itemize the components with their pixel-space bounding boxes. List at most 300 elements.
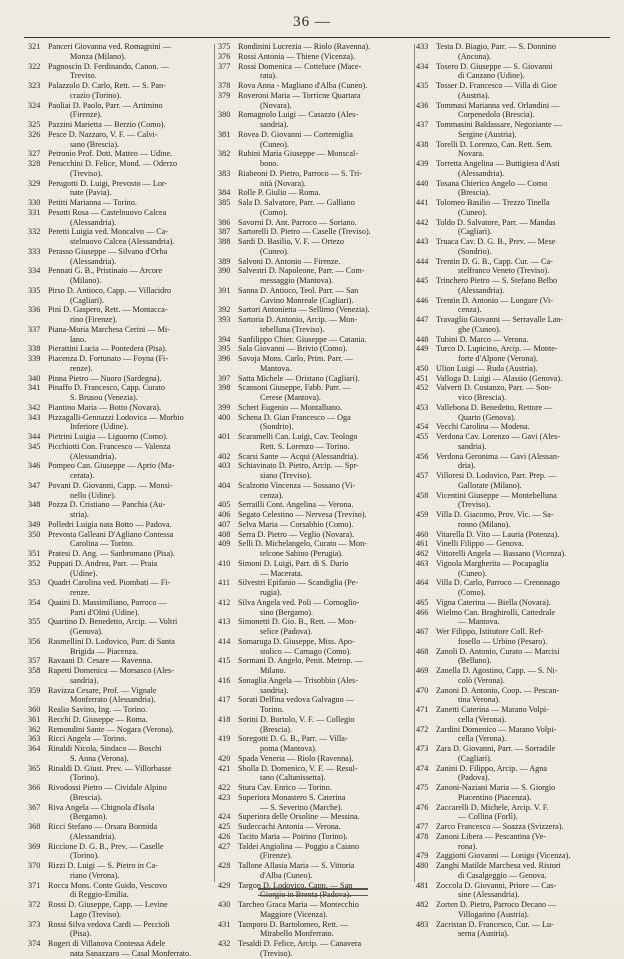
entry-number: 475: [416, 783, 429, 792]
entry-number: 454: [416, 422, 429, 432]
list-item: [28, 666, 208, 686]
entry-number: 450: [416, 363, 429, 373]
list-item: [218, 432, 414, 452]
entry-text: (Treviso).: [458, 500, 491, 510]
entry-number: 391: [218, 285, 231, 295]
entry-text: Tamporo D. Bartolomeo, Rett. —: [238, 919, 349, 929]
entry-text: renze.: [70, 588, 90, 597]
entry-text: (Novara).: [260, 100, 292, 110]
entry-number: 389: [218, 256, 231, 266]
list-item: [416, 237, 610, 257]
entry-number: 463: [416, 558, 429, 568]
entry-text: Taldei Angiolina — Poggio a Caiano: [238, 841, 360, 851]
list-item: [28, 208, 208, 228]
entry-number: 439: [416, 159, 429, 168]
entry-text: Wielmo Can. Braghirolli, Cattedrale: [436, 607, 556, 617]
list-item: [218, 481, 414, 501]
entry-number: 364: [28, 744, 41, 753]
entry-number: 366: [28, 783, 41, 792]
entry-number: 352: [28, 558, 41, 568]
entry-number: 338: [28, 344, 41, 354]
list-item: [416, 491, 610, 511]
list-item: [218, 842, 414, 862]
list-item: [218, 335, 414, 345]
entry-text: Petitti Marianna — Torino.: [48, 198, 137, 207]
entry-number: 397: [218, 373, 231, 383]
list-item: [416, 179, 610, 199]
entry-number: 476: [416, 802, 429, 812]
entry-text: Vignola Margherita — Pocapaglia: [436, 558, 549, 568]
entry-text: tina Verona).: [458, 695, 501, 705]
entry-number: 466: [416, 607, 429, 617]
entry-text: dria).: [458, 461, 476, 471]
entry-text: Rossi Silva vedova Cardi — Peccioli: [48, 919, 170, 929]
entry-number: 346: [28, 461, 41, 471]
entry-text: telcone Sabino (Perugia).: [260, 549, 343, 558]
entry-text: Mirabello Monferrato.: [260, 929, 334, 939]
list-item: [28, 442, 208, 462]
entry-text: Silvestri Epifanio — Scandiglia (Pe-: [238, 578, 359, 588]
entry-text: Zaccarelli D. Michele, Arcip. V. F.: [436, 802, 549, 812]
entry-text: Rossi D. Giuseppe, Capp. — Levine: [48, 900, 168, 909]
entry-text: Rossi Domenica — Cotteluce (Mace-: [238, 61, 362, 71]
list-item: [28, 637, 208, 657]
list-item: [218, 500, 414, 510]
entry-text: Testa D. Biagio, Parr. — S. Donnino: [436, 42, 556, 51]
list-item: [28, 578, 208, 598]
list-item: [416, 744, 610, 764]
entry-text: Pinna Pietro — Nuoro (Sardegna).: [48, 373, 162, 383]
list-item: [218, 734, 414, 754]
entry-number: 422: [218, 783, 231, 792]
list-item: [28, 403, 208, 413]
entry-text: Povani D. Giovanni, Capp. — Monsi-: [48, 480, 173, 490]
entry-text: Toldo D. Salvatore, Parr. — Mandas: [436, 217, 556, 227]
list-item: [28, 81, 208, 101]
entry-text: Roveroni Maria — Torricne Quartara: [238, 90, 361, 100]
entry-text: fosello — Urbino (Pesaro).: [458, 636, 548, 646]
entry-number: 447: [416, 315, 429, 324]
entry-number: 406: [218, 510, 231, 519]
entry-number: 416: [218, 675, 231, 685]
entry-number: 434: [416, 61, 429, 71]
entry-text: Novara.: [458, 149, 485, 159]
list-item: [218, 754, 414, 764]
entry-text: (Brescia).: [70, 792, 103, 802]
entry-text: Tesaldi D. Felice, Arcip. — Canavera: [238, 939, 362, 948]
entry-number: 370: [28, 861, 41, 870]
entry-number: 393: [218, 315, 231, 324]
entry-number: 340: [28, 373, 41, 383]
list-item: [28, 325, 208, 345]
list-item: [28, 559, 208, 579]
entry-text: Riva Angela — Chignola d'Isola: [48, 802, 155, 812]
entry-text: Sartoria D. Antonio, Arcip. — Mon-: [238, 315, 358, 324]
list-item: [218, 715, 414, 735]
list-item: [28, 354, 208, 374]
list-item: [28, 481, 208, 501]
list-item: [416, 432, 610, 452]
list-item: [218, 81, 414, 91]
entry-text: Ricci Stefano — Orsara Bormida: [48, 822, 158, 831]
entry-text: Satta Michele — Oristano (Cagliari).: [238, 373, 360, 383]
list-item: [416, 315, 610, 335]
list-item: [416, 764, 610, 784]
list-item: [28, 286, 208, 306]
entry-number: 339: [28, 354, 41, 363]
entry-text: Sardi D. Basilio, V. F. — Ortezo: [238, 237, 344, 246]
list-item: [218, 695, 414, 715]
list-item: [28, 374, 208, 384]
entry-number: 428: [218, 861, 231, 870]
entry-text: Piacenza D. Fortunato — Foyna (Fi-: [48, 354, 169, 363]
list-item: [218, 344, 414, 354]
list-item: [218, 539, 414, 559]
entry-text: Pazzini Marietta — Berzio (Como).: [48, 120, 166, 129]
entry-text: Maggiore (Vicenza).: [260, 909, 328, 919]
entry-number: 382: [218, 149, 231, 159]
entry-number: 387: [218, 227, 231, 237]
list-item: [28, 598, 208, 618]
entry-number: 483: [416, 919, 429, 929]
entry-text: Inferiore (Udine).: [70, 422, 129, 432]
list-item: [416, 218, 610, 238]
entry-number: 384: [218, 188, 231, 198]
entry-number: 430: [218, 900, 231, 909]
list-item: [28, 159, 208, 179]
list-item: [218, 920, 414, 940]
entry-number: 398: [218, 383, 231, 393]
entry-text: Tosana Chierico Angelo — Como: [436, 178, 548, 188]
entry-text: Ulion Luigi — Ruda (Austria).: [436, 363, 538, 373]
entry-text: renze).: [70, 363, 93, 373]
entry-number: 394: [218, 334, 231, 344]
list-item: [28, 120, 208, 130]
entry-text: d'Alba (Cuneo).: [260, 870, 313, 880]
entry-text: Villoresi D. Lodovico, Parr. Prep. —: [436, 471, 557, 480]
entry-number: 395: [218, 344, 231, 354]
list-item: [28, 656, 208, 666]
entry-number: 371: [28, 880, 41, 890]
entry-text: Tubini D. Marco — Verona.: [436, 334, 529, 344]
entry-text: Tolomeo Basilio — Trezzo Tinella: [436, 198, 550, 207]
entry-text: (Torino).: [70, 773, 100, 783]
entry-text: Torino.: [260, 705, 284, 714]
entry-text: Realio Savino, Ing. — Torino.: [48, 705, 148, 714]
entry-text: Travaglio Giovanni — Serravalle Lan-: [436, 315, 564, 324]
entry-text: Vitarella D. Vito — Lauria (Potenza).: [436, 529, 560, 539]
entry-text: cenza).: [458, 305, 482, 315]
entry-number: 449: [416, 344, 429, 354]
list-item: [416, 783, 610, 803]
entry-number: 379: [218, 90, 231, 100]
entry-text: Zacristan D. Francesco, Cur. — Lu-: [436, 919, 554, 929]
entry-number: 388: [218, 237, 231, 246]
entry-text: rona).: [458, 841, 478, 851]
list-item: [218, 559, 414, 579]
entry-text: Tosero D. Giuseppe — S. Giovanni: [436, 61, 553, 71]
entry-text: Rinaldi D. Giust. Prev. — Villorbasse: [48, 763, 172, 773]
entry-text: Sala D. Salvatore, Parr. — Galliano: [238, 198, 355, 207]
entry-text: Pirso D. Antioco, Capp. — Villacidro: [48, 285, 172, 295]
entry-text: Vicentini Giuseppe — Montebelluna: [436, 490, 557, 500]
entry-number: 402: [218, 451, 231, 461]
entry-number: 452: [416, 383, 429, 393]
entry-number: 375: [218, 42, 231, 51]
list-item: [218, 42, 414, 52]
entry-text: Sormani D. Angelo, Penit. Metrop. —: [238, 656, 363, 666]
list-item: [28, 881, 208, 901]
list-item: [28, 247, 208, 267]
entry-text: Quaini D. Massimiliano, Parroco —: [48, 597, 167, 607]
entry-text: Verdona Geronima — Gavi (Alessan-: [436, 451, 560, 461]
entry-number: 326: [28, 129, 41, 139]
entry-text: Cerese (Mantova).: [260, 393, 321, 402]
entry-text: Tacito Maria — Poirino (Torino).: [238, 831, 348, 841]
list-item: [218, 188, 414, 198]
entry-text: Picchiotti Con. Francesco — Valenza: [48, 441, 171, 451]
list-item: [416, 559, 610, 579]
entry-text: Rossi Antonia — Thiene (Vicenza).: [238, 51, 355, 61]
entry-text: di Casalgeggio — Genova.: [458, 870, 547, 880]
column-divider: [214, 44, 215, 882]
entry-text: (Alessandria).: [70, 256, 117, 266]
list-item: [416, 549, 610, 559]
list-item: [28, 764, 208, 784]
entry-text: Puppati D. Andrea, Parr. — Praia: [48, 558, 158, 568]
list-item: [28, 783, 208, 803]
entry-number: 355: [28, 617, 41, 627]
entry-text: stria).: [70, 510, 89, 519]
list-item: [218, 520, 414, 530]
entry-text: Schena D. Gian Francesco — Oga: [238, 412, 351, 422]
entry-number: 351: [28, 549, 41, 558]
entry-number: 353: [28, 578, 41, 588]
entry-text: Zaggiotti Giovanni — Lonigo (Vicenza).: [436, 851, 571, 861]
header-rule: [24, 37, 610, 38]
entry-text: (Genova).: [70, 627, 103, 636]
entry-number: 385: [218, 198, 231, 207]
list-item: [28, 432, 208, 442]
entry-number: 361: [28, 714, 41, 724]
entry-number: 333: [28, 246, 41, 256]
entry-text: Piantino Maria — Botto (Novara).: [48, 402, 162, 412]
entry-text: (Bergamo).: [70, 812, 108, 822]
entry-text: Romagnolo Luigi — Casazzo (Ales-: [238, 110, 359, 120]
entry-text: (Alessandria).: [458, 168, 505, 178]
list-item: [218, 461, 414, 481]
entry-text: Gallorate (Milano).: [458, 480, 522, 490]
entry-number: 441: [416, 198, 429, 207]
entry-text: Zanoni D. Antonio, Coop. — Pescan-: [436, 685, 560, 695]
entry-number: 341: [28, 383, 41, 393]
entry-number: 362: [28, 724, 41, 734]
entry-number: 481: [416, 880, 429, 890]
entry-text: (Como).: [260, 207, 288, 217]
entry-text: (Firenze).: [70, 110, 103, 120]
entry-text: sandria).: [260, 685, 289, 695]
list-item: [28, 530, 208, 550]
list-item: [218, 637, 414, 657]
list-item: [416, 101, 610, 121]
list-item: [416, 422, 610, 432]
entry-text: (Brescia).: [458, 188, 491, 198]
entry-text: tebelluna (Treviso).: [260, 324, 325, 334]
entry-text: Riabeoni D. Pietro, Parroco — S. Tri-: [238, 168, 362, 178]
entry-text: Zanoni Libera — Pescantina (Ve-: [436, 831, 547, 841]
list-item: [416, 851, 610, 861]
list-item: [28, 920, 208, 940]
list-item: [28, 520, 208, 530]
entry-text: Sala Giovanni — Brivio (Como).: [238, 344, 348, 354]
entry-text: Zardini Domenico — Marano Volpi-: [436, 724, 557, 734]
entry-number: 328: [28, 159, 41, 168]
entry-text: (Ancona).: [458, 51, 491, 61]
entry-text: Tommasini Baldassare, Negoziante —: [436, 120, 562, 129]
entry-text: Zanoli D. Antonio, Curato — Marcisi: [436, 646, 560, 656]
list-item: [28, 549, 208, 559]
entry-text: Perucchini D. Felice, Mond. — Oderzo: [48, 159, 178, 168]
entry-number: 400: [218, 412, 231, 422]
entry-number: 440: [416, 178, 429, 188]
footer-ornament: [258, 888, 368, 896]
entry-text: Scheri Eugenio — Montalbano.: [238, 402, 343, 412]
entry-text: Vecchi Carolina — Modena.: [436, 422, 530, 432]
entry-text: cella (Verona).: [458, 714, 507, 724]
entry-number: 421: [218, 763, 231, 773]
entry-text: Zanini D. Filippo, Arcip. — Agna: [436, 763, 547, 773]
entry-text: Serrailli Cont. Angelina — Verona.: [238, 500, 354, 510]
entry-text: Pesce D. Nazzaro, V. F. — Calvi-: [48, 129, 158, 139]
entry-text: Superiora delle Orsoline — Messina.: [238, 812, 360, 822]
entry-text: — Collina (Forlì).: [458, 812, 518, 822]
list-item: [218, 861, 414, 881]
entry-number: 461: [416, 539, 429, 549]
entry-number: 334: [28, 266, 41, 276]
column-2: [218, 42, 414, 959]
entry-text: Parti d'Olmi (Udine).: [70, 607, 140, 617]
entry-text: Soregotti D. G. B., Parr. — Villa-: [238, 734, 348, 744]
entry-text: forte d'Alpone (Verona).: [458, 354, 538, 363]
entry-number: 337: [28, 324, 41, 334]
list-item: [416, 803, 610, 823]
entry-text: Pozza D. Cristiano — Panchia (Au-: [48, 500, 166, 510]
list-item: [218, 656, 414, 676]
entry-text: Stura Cav. Enrico — Torino.: [238, 783, 332, 792]
entry-number: 433: [416, 42, 429, 51]
entry-text: Superiora Monastero S. Caterina: [238, 792, 346, 802]
list-item: [218, 812, 414, 822]
entry-text: Sartori Antonietta — Sellimo (Venezia).: [238, 305, 370, 315]
entry-text: Trinchero Pietro — S. Stefano Belbo: [436, 276, 558, 285]
entry-number: 377: [218, 61, 231, 71]
entry-number: 405: [218, 500, 231, 510]
entry-text: Recchi D. Giuseppe — Roma.: [48, 714, 148, 724]
entry-text: Serra D. Pietro — Veglio (Novara).: [238, 529, 355, 539]
entry-text: Salvoni D. Antonio — Firenze.: [238, 256, 341, 266]
entry-text: Zara D. Giovanni, Parr. — Sorradile: [436, 744, 556, 753]
entry-text: Scarsi Sante — Acqui (Alessandria).: [238, 451, 359, 461]
entry-text: bono.: [260, 159, 279, 168]
entry-number: 408: [218, 529, 231, 539]
entry-text: Salvestri D. Napoleone, Parr. — Com-: [238, 266, 365, 276]
entry-text: Truaca Cav. D. G. B., Prev. — Mese: [436, 237, 556, 246]
entry-text: Villa D. Carlo, Parroco — Creonnago: [436, 578, 560, 588]
entry-number: 462: [416, 549, 429, 558]
entry-text: (Como).: [458, 588, 486, 597]
entry-number: 330: [28, 198, 41, 207]
list-item: [218, 354, 414, 374]
entry-number: 343: [28, 412, 41, 422]
entry-text: sano (Brescia).: [70, 139, 120, 149]
entry-text: Villogarino (Austria).: [458, 909, 529, 919]
entry-text: Treviso.: [70, 71, 97, 81]
list-item: [416, 335, 610, 345]
entry-text: Sudeccachi Antonia — Verona.: [238, 822, 341, 831]
list-item: [28, 686, 208, 706]
entry-text: Silva Angela ved. Poli — Cornoglio-: [238, 597, 360, 607]
entry-text: nità (Novara).: [260, 178, 306, 188]
list-item: [416, 530, 610, 540]
list-item: [28, 413, 208, 433]
entry-text: Valverti D. Costanzo, Parr. — Son-: [436, 383, 552, 393]
entry-text: (Sondrio).: [260, 422, 294, 432]
list-item: [28, 130, 208, 150]
list-item: [28, 198, 208, 208]
entry-text: Zanghi Matilde Marchesa ved. Ristori: [436, 861, 561, 870]
entry-text: Panceri Giovanna ved. Romagnini —: [48, 42, 172, 51]
entry-number: 365: [28, 763, 41, 773]
entry-text: Zoccola D. Giovanni, Priore — Cas-: [436, 880, 557, 890]
entry-text: Pini D. Gaspero, Rett. — Montacca-: [48, 305, 168, 315]
list-item: [28, 500, 208, 520]
entry-number: 368: [28, 822, 41, 831]
entry-text: (Udine).: [70, 568, 98, 578]
entry-text: (Austria).: [458, 90, 490, 100]
list-item: [218, 374, 414, 384]
entry-number: 359: [28, 685, 41, 695]
entry-text: Remondini Sante — Nogara (Verona).: [48, 724, 174, 734]
entry-text: Vigna Caterina — Biella (Novara).: [436, 597, 551, 607]
list-item: [416, 364, 610, 374]
list-item: [28, 900, 208, 920]
list-item: [218, 257, 414, 267]
entry-text: Quarto (Genova).: [458, 412, 516, 422]
entry-text: Valloga D. Luigi — Alassio (Genova).: [436, 373, 563, 383]
list-item: [416, 344, 610, 364]
entry-text: ghe (Cuneo).: [458, 324, 501, 334]
entry-number: 477: [416, 822, 429, 831]
entry-number: 336: [28, 305, 41, 315]
entry-number: 396: [218, 354, 231, 363]
entry-number: 332: [28, 227, 41, 237]
entry-number: 423: [218, 792, 231, 802]
entry-text: (Cagliari).: [70, 295, 104, 305]
entry-number: 409: [218, 539, 231, 549]
list-item: [218, 578, 414, 598]
entry-text: (Padova).: [458, 773, 490, 783]
entry-text: Savoja Mons. Carlo, Prim. Parr. —: [238, 354, 353, 363]
entry-text: lano.: [70, 334, 87, 344]
entry-number: 426: [218, 831, 231, 841]
entry-text: Monferrato (Alessandria).: [70, 695, 156, 705]
entry-text: Carolina — Torino.: [70, 539, 135, 549]
entry-text: Perasso Giuseppe — Silvano d'Orba: [48, 246, 168, 256]
entry-number: 369: [28, 841, 41, 851]
entry-text: S. Brusou (Venezia).: [70, 393, 138, 402]
entry-text: Peretti Luigia ved. Moncalvo — Ca-: [48, 227, 169, 237]
entry-text: cella (Verona).: [458, 734, 507, 744]
